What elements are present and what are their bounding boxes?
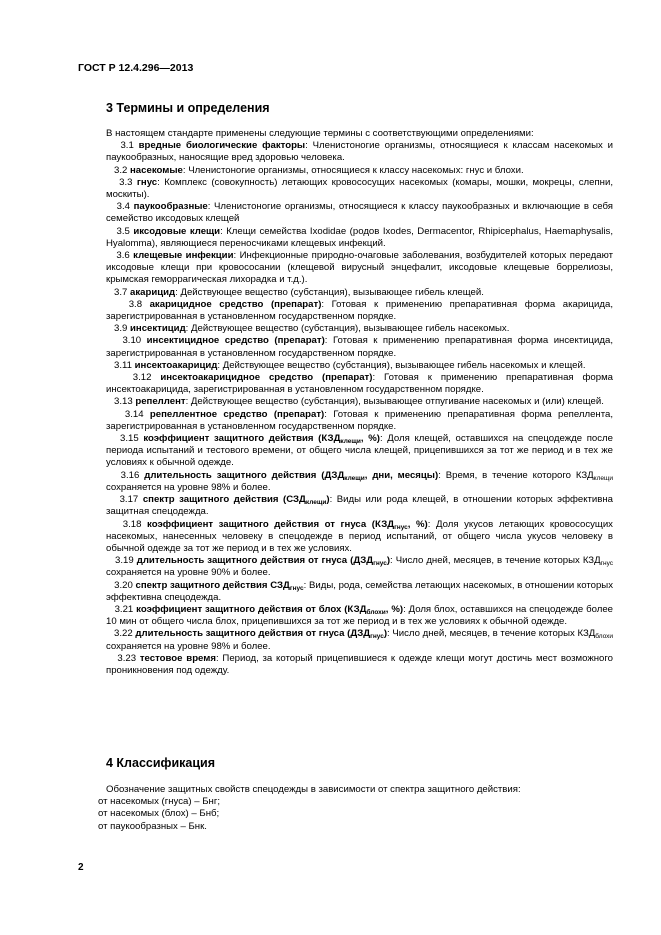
section-3-title: 3 Термины и определения bbox=[106, 101, 270, 115]
terms-list bbox=[106, 140, 613, 433]
class-item: от насекомых (гнуса) – Бнг; bbox=[98, 796, 220, 808]
section-4-intro: Обозначение защитных свойств спецодежды в зависимости от спектра защитного действия: bbox=[106, 784, 521, 795]
term-3-22: 3.22 длительность защитного действия от гнуса $(ДЗД_{гнус})$: Число дней, месяцев, в течение которых $КЗД_{блохи}$ сохраняется на уровне 98% и более. bbox=[106, 628, 614, 652]
term-3-20: 3.20 спектр защитного действия $СЗД_{гнус}$: Виды, рода, семейства летающих насекомых, в отношении которых эффективна спецодежда. bbox=[106, 579, 613, 603]
term-item: 3.14 репеллентное средство (препарат): Готовая к применению препаративная форма репеллента, зарегистрированная в установленном государственном порядке. bbox=[106, 408, 614, 432]
class-item: от насекомых (блох) – Бнб; bbox=[98, 808, 220, 820]
term-item: 3.4 паукообразные: Членистоногие организмы, относящиеся к классу паукообразных и включающие в себя семейство иксодовых клещей bbox=[106, 201, 613, 225]
term-3-19: 3.19 длительность защитного действия от гнуса $(ДЗД_{гнус})$: Число дней, месяцев, в течение которых $КЗД_{гнус}$ сохраняется на уровне 90% и более. bbox=[106, 555, 613, 579]
class-item: от паукообразных – Бнк. bbox=[98, 820, 207, 832]
term-3-18: 3.18 коэффициент защитного действия от гнуса ($КЗД_{гнус}$, %): Доля укусов летающих кровососущих насекомых, нанесенных человеку в спецодежде в период испытаний, от общего числа укусов человеку в обычной одежде за тот же период и в тех же условиях. bbox=[106, 518, 613, 554]
term-item: 3.5 иксодовые клещи: Клещи семейства Ixodidae (родов Ixodes, Dermacentor, Rhipicephalus, Haemaphysalis, Hyalomma), являющиеся переносчиками клещевых инфекций. bbox=[106, 225, 614, 249]
section-3-body bbox=[106, 128, 613, 677]
section-3-intro: В настоящем стандарте применены следующие термины с соответствующими определениями: bbox=[106, 128, 534, 139]
term-item: 3.3 гнус: Комплекс (совокупность) летающих кровососущих насекомых (комары, мошки, мокрецы, слепни, москиты). bbox=[106, 176, 613, 201]
term-3-16: 3.16 длительность защитного действия ($ДЗД_{клещи}$, дни, месяцы): Время, в течение которого $КЗД_{клещи}$ сохраняется на уровне 98% и более. bbox=[106, 469, 613, 493]
term-item: 3.7 акарицид: Действующее вещество (субстанция), вызывающее гибель клещей. bbox=[114, 286, 484, 298]
term-3-23: 3.23 тестовое время: Период, за который прицепившиеся к одежде клещи могут достичь мест возможного проникновения под одежду. bbox=[106, 652, 613, 676]
term-item: 3.11 инсектоакарицид: Действующее вещество (субстанция), вызывающее гибель насекомых и клещей. bbox=[114, 359, 586, 371]
term-3-17: 3.17 спектр защитного действия $(СЗД_{клещи})$: Виды или рода клещей, в отношении которых эффективна защитная спецодежда. bbox=[106, 494, 613, 518]
term-item: 3.1 вредные биологические факторы: Членистоногие организмы, относящиеся к классам насекомых и паукообразных, наносящие вред здоровью человека. bbox=[106, 140, 614, 164]
term-item: 3.6 клещевые инфекции: Инфекционные природно-очаговые заболевания, возбудителей которых передают иксодовые клещи при кровососании (клещевой вирусный энцефалит, иксодовые клещевые боррелиозы, крымская геморрагическая лихорадка и т.д.). bbox=[106, 250, 613, 286]
term-item: 3.10 инсектицидное средство (препарат): Готовая к применению препаративная форма инсектицида, зарегистрированная в установленном государственном порядке. bbox=[106, 335, 613, 359]
document-header: ГОСТ Р 12.4.296—2013 bbox=[78, 62, 194, 74]
term-item: 3.2 насекомые: Членистоногие организмы, относящиеся к классу насекомых: гнус и блохи. bbox=[114, 164, 524, 176]
page-number: 2 bbox=[78, 862, 84, 873]
term-3-21: 3.21 коэффициент защитного действия от блох ($КЗД_{блохи}$, %): Доля блох, оставшихся на спецодежде более 10 мин от общего числа блох, прицепившихся за тот же период и в тех же условиях к обычной одежде. bbox=[106, 603, 614, 628]
term-item: 3.9 инсектицид: Действующее вещество (субстанция), вызывающее гибель насекомых. bbox=[114, 323, 510, 335]
term-3-15: 3.15 коэффициент защитного действия ($КЗД_{клещи}$, %): Доля клещей, оставшихся на спецодежде после периода испытаний и тестового времени, от общего числа клещей, прицепившихся за тот же период и в тех же условиях к обычной одежде. bbox=[106, 433, 613, 469]
term-item: 3.12 инсектоакарицидное средство (препарат): Готовая к применению препаративная форма инсектоакарицида, зарегистрированная в установленном государственном порядке. bbox=[106, 372, 613, 396]
term-item: 3.13 репеллент: Действующее вещество (субстанция), вызывающее отпугивание насекомых и (или) клещей. bbox=[114, 396, 604, 408]
section-4-body bbox=[98, 784, 613, 833]
term-item: 3.8 акарицидное средство (препарат): Готовая к применению препаративная форма акарицида, зарегистрированная в установленном государственном порядке. bbox=[106, 298, 613, 323]
section-4-title: 4 Классификация bbox=[106, 756, 216, 770]
